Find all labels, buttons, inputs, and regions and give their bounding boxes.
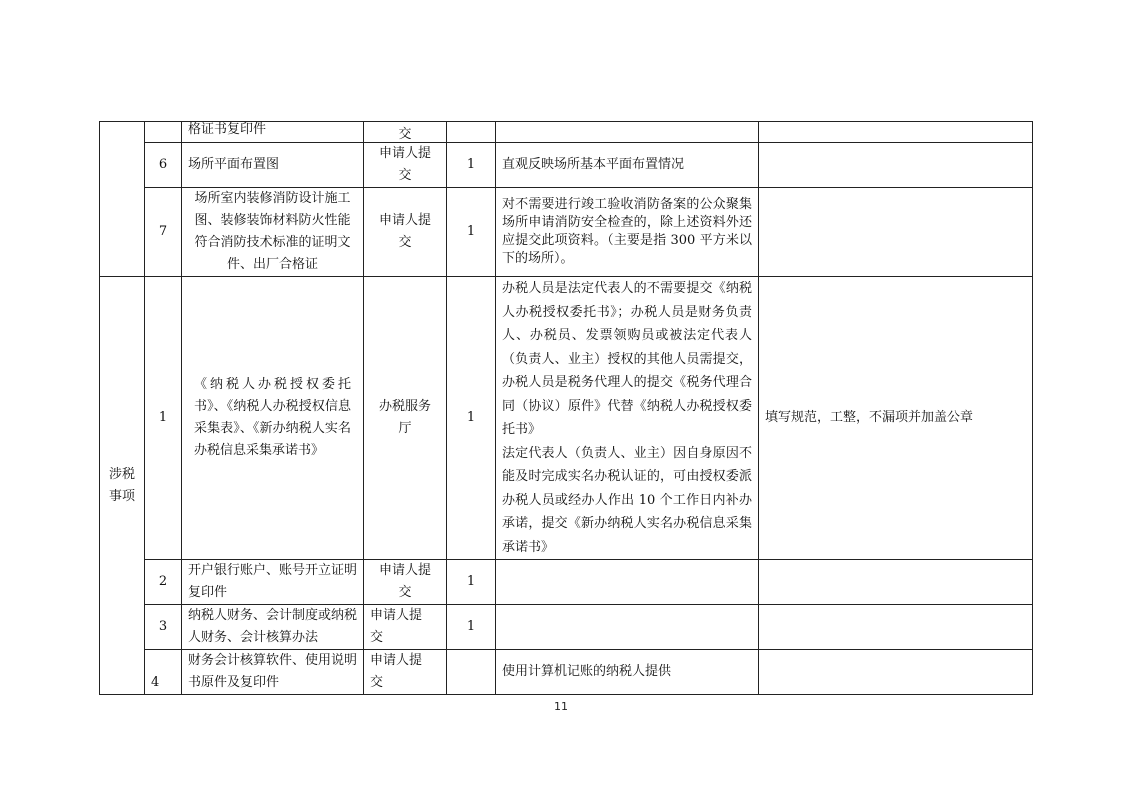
material-source: 申请人提交: [364, 605, 447, 650]
material-source: 申请人提交: [364, 188, 447, 277]
requirement-desc: [496, 122, 759, 143]
remark: [759, 560, 1033, 605]
row-number: 2: [145, 560, 182, 605]
remark: [759, 143, 1033, 188]
group-cell-continued: [100, 122, 145, 277]
group-label-tax: 涉税事项: [100, 277, 145, 695]
material-name: 开户银行账户、账号开立证明复印件: [182, 560, 364, 605]
material-source: 申请人提交: [364, 650, 447, 695]
row-number: 7: [145, 188, 182, 277]
copies-count: 1: [447, 143, 496, 188]
copies-count: 1: [447, 605, 496, 650]
row-number: [145, 122, 182, 143]
remark: 填写规范，工整，不漏项并加盖公章: [759, 277, 1033, 560]
row-number: 3: [145, 605, 182, 650]
requirement-desc-part2: 法定代表人（负责人、业主）因自身原因不能及时完成实名办税认证的，可由授权委派办税人员或经办人作出 10 个工作日内补办承诺，提交《新办纳税人实名办税信息采集承诺书》: [502, 445, 752, 555]
table-row: [100, 650, 1033, 695]
table-row: [100, 122, 1033, 143]
requirement-desc: 使用计算机记账的纳税人提供: [496, 650, 759, 695]
copies-count: 1: [447, 560, 496, 605]
table-row: [100, 188, 1033, 277]
row-number: 6: [145, 143, 182, 188]
material-name: 财务会计核算软件、使用说明书原件及复印件: [182, 650, 364, 695]
requirement-desc: 对不需要进行竣工验收消防备案的公众聚集场所申请消防安全检查的，除上述资料外还应提交此项资料。（主要是指 300 平方米以下的场所）。: [496, 188, 759, 277]
copies-count: [447, 650, 496, 695]
table-row: [100, 143, 1033, 188]
material-source: 申请人提交: [364, 560, 447, 605]
requirement-desc: [496, 277, 759, 560]
row-number: 4: [145, 650, 182, 695]
material-source: 交: [364, 122, 447, 143]
table-row: [100, 560, 1033, 605]
material-name: 格证书复印件: [182, 122, 364, 143]
page-number: 11: [554, 700, 568, 713]
material-name: 《纳税人办税授权委托书》、《纳税人办税授权信息采集表》、《新办纳税人实名办税信息采集承诺书》: [182, 277, 364, 560]
table-row: [100, 605, 1033, 650]
remark: [759, 650, 1033, 695]
material-source: 办税服务厅: [364, 277, 447, 560]
material-name: 场所平面布置图: [182, 143, 364, 188]
requirement-desc: 直观反映场所基本平面布置情况: [496, 143, 759, 188]
copies-count: 1: [447, 188, 496, 277]
remark: [759, 188, 1033, 277]
requirement-desc: [496, 605, 759, 650]
table-row: [100, 277, 1033, 560]
material-name: 场所室内装修消防设计施工图、装修装饰材料防火性能符合消防技术标准的证明文件、出厂合格证: [182, 188, 364, 277]
requirement-desc-part1: 办税人员是法定代表人的不需要提交《纳税人办税授权委托书》；办税人员是财务负责人、办税员、发票领购员或被法定代表人（负责人、业主）授权的其他人员需提交，办税人员是税务代理人的提交《税务代理合同（协议）原件》代替《纳税人办税授权委托书》: [502, 281, 752, 437]
copies-count: 1: [447, 277, 496, 560]
remark: [759, 605, 1033, 650]
remark: [759, 122, 1033, 143]
row-number: 1: [145, 277, 182, 560]
requirement-desc: [496, 560, 759, 605]
requirements-table: [99, 121, 1033, 695]
copies-count: [447, 122, 496, 143]
material-name: 纳税人财务、会计制度或纳税人财务、会计核算办法: [182, 605, 364, 650]
material-source: 申请人提交: [364, 143, 447, 188]
